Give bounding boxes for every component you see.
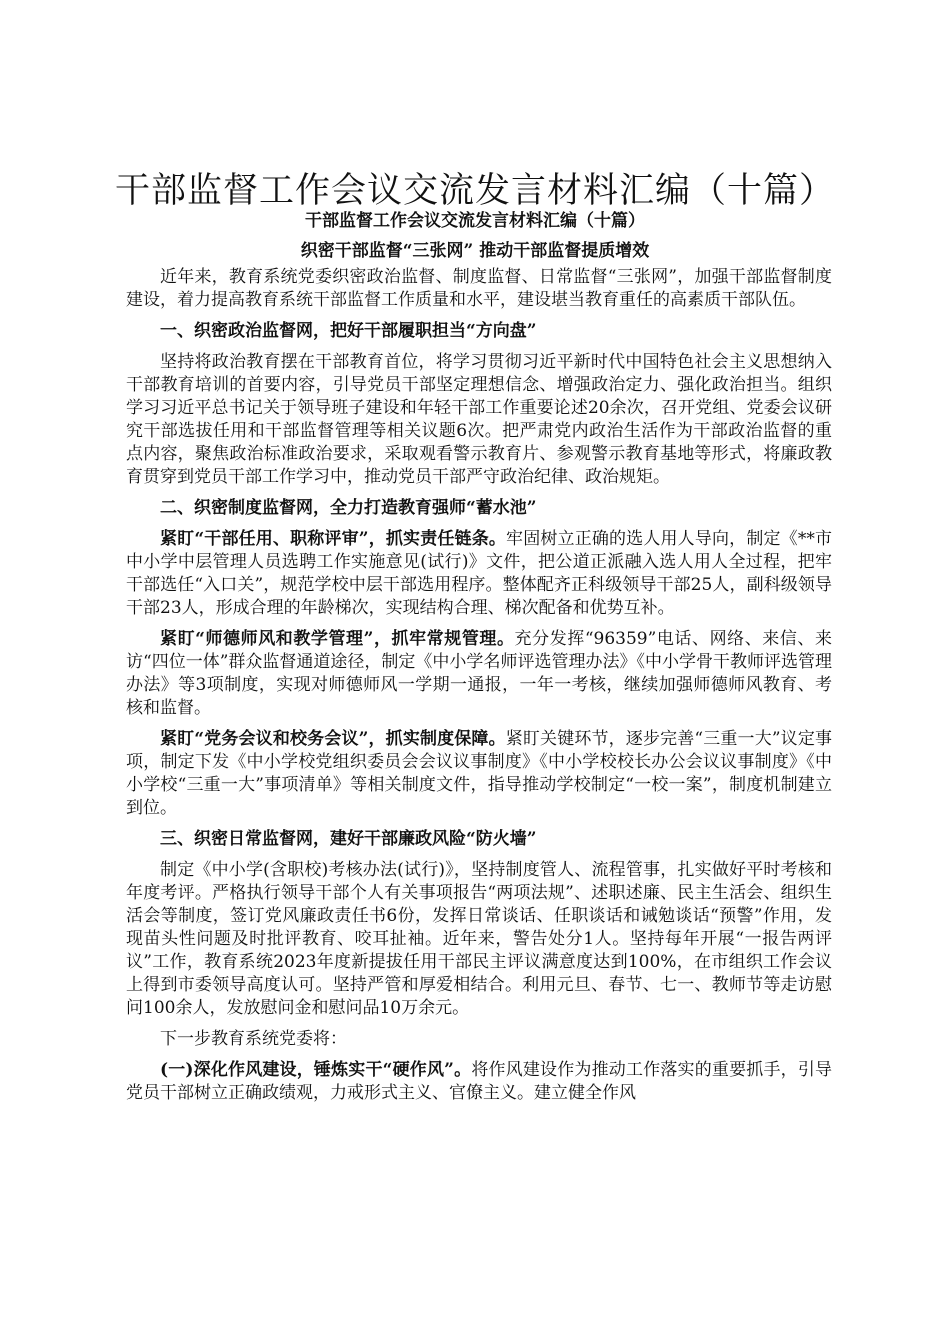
section2-paragraph-1: [126, 528, 832, 620]
item1-text: 将作风建设作为推动工作落实的重要抓手，引导党员干部树立正确政绩观，力戒形式主义、官僚主义。建立健全作风: [126, 1060, 832, 1103]
section2-paragraph-2: [126, 628, 832, 720]
next-steps-paragraph: 下一步教育系统党委将：: [160, 1029, 347, 1049]
section2-heading: 二、织密制度监督网，全力打造教育强师“蓄水池”: [160, 498, 537, 518]
section2-p2-lead: 紧盯“师德师风和教学管理”，抓牢常规管理。: [160, 629, 515, 649]
article-title: 织密干部监督“三张网” 推动干部监督提质增效: [300, 241, 650, 261]
section2-p1-text: 牢固树立正确的选人用人导向，制定《**市中小学中层管理人员选聘工作实施意见(试行)》文件，把公道正派融入选人用人全过程，把牢干部选任“入口关”，规范学校中层干部选用程序。整体配齐正科级领导干部25人，副科级领导干部23人，形成合理的年龄梯次，实现结构合理、梯次配备和优势互补。: [126, 529, 833, 618]
section1-heading: 一、织密政治监督网，把好干部履职担当“方向盘”: [160, 321, 537, 341]
main-title: 干部监督工作会议交流发言材料汇编（十篇）: [114, 171, 835, 211]
item1-lead: (一)深化作风建设，锤炼实干“硬作风”。: [160, 1060, 472, 1080]
subtitle: 干部监督工作会议交流发言材料汇编（十篇）: [305, 211, 645, 231]
section2-paragraph-3: [126, 728, 832, 820]
section3-paragraph: 制定《中小学(含职校)考核办法(试行)》，坚持制度管人、流程管事，扎实做好平时考核和年度考评。严格执行领导干部个人有关事项报告“两项法规”、述职述廉、民主生活会、组织生活会等制度，签订党风廉政责任书6份，发挥日常谈话、任职谈话和诫勉谈话“预警”作用，发现苗头性问题及时批评教育、咬耳扯袖。近年来，警告处分1人。坚持每年开展“一报告两评议”工作，教育系统2023年度新提拔任用干部民主评议满意度达到100%，在市组织工作会议上得到市委领导高度认可。坚持严管和厚爱相结合。利用元旦、春节、七一、教师节等走访慰问100余人，发放慰问金和慰问品10万余元。: [126, 860, 832, 1018]
section2-p3-text: 紧盯关键环节，逐步完善“三重一大”议定事项，制定下发《中小学校党组织委员会会议议事制度》《中小学校校长办公会议议事制度》《中小学校“三重一大”事项清单》等相关制度文件，指导推动学校制定“一校一案”，制度机制建立到位。: [126, 729, 832, 818]
intro-paragraph: 近年来，教育系统党委织密政治监督、制度监督、日常监督“三张网”，加强干部监督制度建设，着力提高教育系统干部监督工作质量和水平，建设堪当教育重任的高素质干部队伍。: [126, 267, 832, 310]
section2-p2-text: 充分发挥“96359”电话、网络、来信、来访“四位一体”群众监督通道途径，制定《中小学名师评选管理办法》《中小学骨干教师评选管理办法》等3项制度，实现对师德师风一学期一通报，一年一考核，继续加强师德师风教育、考核和监督。: [126, 629, 832, 718]
section3-heading: 三、织密日常监督网，建好干部廉政风险“防火墙”: [160, 829, 537, 849]
document-body: [126, 266, 832, 1105]
section2-p1-lead: 紧盯“干部任用、职称评审”，抓实责任链条。: [160, 529, 507, 549]
item1-paragraph: [126, 1059, 832, 1105]
section1-paragraph: 坚持将政治教育摆在干部教育首位，将学习贯彻习近平新时代中国特色社会主义思想纳入干部教育培训的首要内容，引导党员干部坚定理想信念、增强政治定力、强化政治担当。组织学习习近平总书记关于领导班子建设和年轻干部工作重要论述20余次，召开党组、党委会议研究干部选拔任用和干部监督管理等相关议题6次。把严肃党内政治生活作为干部政治监督的重点内容，聚焦政治标准政治要求，采取观看警示教育片、参观警示教育基地等形式，将廉政教育贯穿到党员干部工作学习中，推动党员干部严守政治纪律、政治规矩。: [126, 352, 832, 487]
section2-p3-lead: 紧盯“党务会议和校务会议”，抓实制度保障。: [160, 729, 506, 749]
